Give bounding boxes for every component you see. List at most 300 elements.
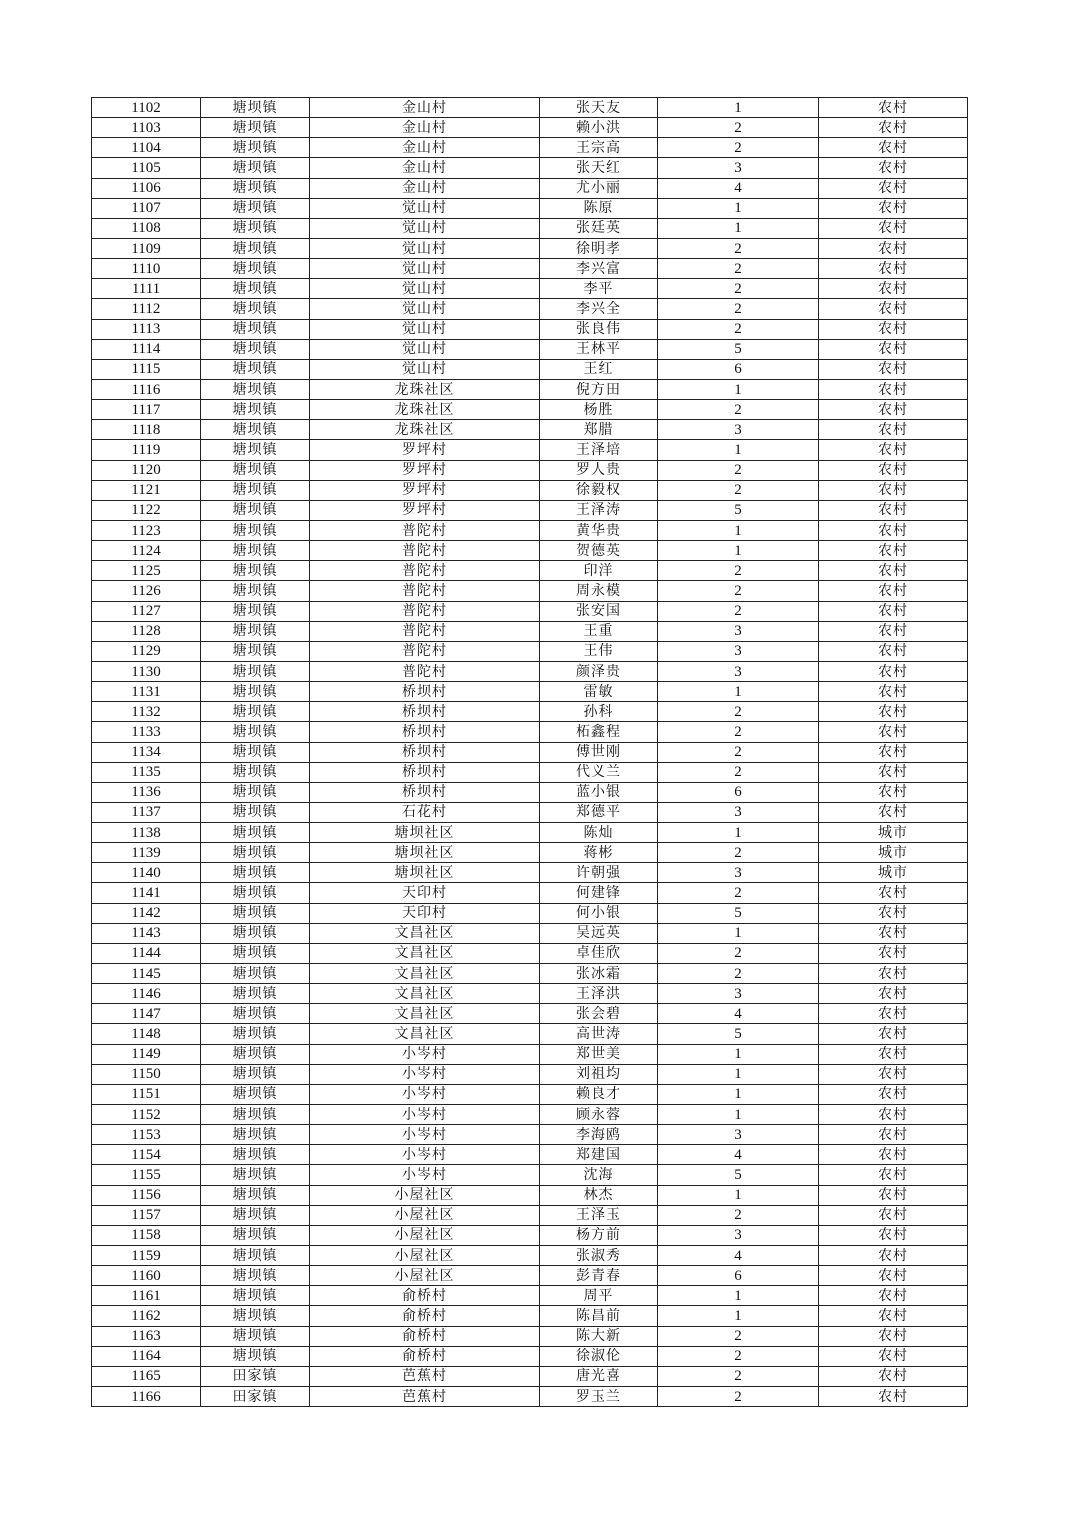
village-cell: 小屋社区	[310, 1225, 540, 1245]
row-number-cell: 1148	[92, 1024, 201, 1044]
town-cell: 塘坝镇	[201, 1346, 310, 1366]
type-cell: 农村	[819, 299, 968, 319]
row-number-cell: 1118	[92, 420, 201, 440]
village-cell: 塘坝社区	[310, 823, 540, 843]
type-cell: 农村	[819, 1205, 968, 1225]
town-cell: 塘坝镇	[201, 661, 310, 681]
village-cell: 桥坝村	[310, 682, 540, 702]
town-cell: 塘坝镇	[201, 98, 310, 118]
type-cell: 农村	[819, 964, 968, 984]
count-cell: 1	[658, 1064, 819, 1084]
count-cell: 2	[658, 943, 819, 963]
town-cell: 塘坝镇	[201, 722, 310, 742]
row-number-cell: 1143	[92, 923, 201, 943]
count-cell: 3	[658, 1225, 819, 1245]
name-cell: 顾永蓉	[540, 1105, 658, 1125]
name-cell: 尤小丽	[540, 178, 658, 198]
row-number-cell: 1119	[92, 440, 201, 460]
table-row	[92, 1185, 968, 1205]
count-cell: 1	[658, 98, 819, 118]
name-cell: 唐光喜	[540, 1366, 658, 1386]
name-cell: 张会碧	[540, 1004, 658, 1024]
village-cell: 文昌社区	[310, 923, 540, 943]
count-cell: 5	[658, 500, 819, 520]
type-cell: 农村	[819, 98, 968, 118]
town-cell: 塘坝镇	[201, 520, 310, 540]
count-cell: 6	[658, 782, 819, 802]
type-cell: 农村	[819, 1044, 968, 1064]
village-cell: 金山村	[310, 98, 540, 118]
table-row	[92, 762, 968, 782]
village-cell: 小岑村	[310, 1105, 540, 1125]
town-cell: 田家镇	[201, 1387, 310, 1407]
name-cell: 张冰霜	[540, 964, 658, 984]
type-cell: 农村	[819, 520, 968, 540]
row-number-cell: 1128	[92, 621, 201, 641]
table-row	[92, 561, 968, 581]
name-cell: 何建锋	[540, 883, 658, 903]
count-cell: 1	[658, 218, 819, 238]
table-row	[92, 1266, 968, 1286]
type-cell: 农村	[819, 762, 968, 782]
name-cell: 张良伟	[540, 319, 658, 339]
count-cell: 2	[658, 319, 819, 339]
count-cell: 2	[658, 843, 819, 863]
name-cell: 李兴全	[540, 299, 658, 319]
table-row	[92, 802, 968, 822]
count-cell: 3	[658, 158, 819, 178]
row-number-cell: 1113	[92, 319, 201, 339]
name-cell: 蒋彬	[540, 843, 658, 863]
village-cell: 觉山村	[310, 238, 540, 258]
row-number-cell: 1151	[92, 1084, 201, 1104]
name-cell: 傅世刚	[540, 742, 658, 762]
table-row	[92, 903, 968, 923]
town-cell: 塘坝镇	[201, 903, 310, 923]
name-cell: 代义兰	[540, 762, 658, 782]
table-row	[92, 400, 968, 420]
count-cell: 3	[658, 984, 819, 1004]
type-cell: 农村	[819, 581, 968, 601]
count-cell: 2	[658, 702, 819, 722]
table-row	[92, 238, 968, 258]
village-cell: 觉山村	[310, 259, 540, 279]
town-cell: 塘坝镇	[201, 1105, 310, 1125]
type-cell: 农村	[819, 1105, 968, 1125]
row-number-cell: 1106	[92, 178, 201, 198]
table-row	[92, 1286, 968, 1306]
count-cell: 1	[658, 923, 819, 943]
table-row	[92, 1326, 968, 1346]
name-cell: 郑德平	[540, 802, 658, 822]
village-cell: 罗坪村	[310, 500, 540, 520]
count-cell: 5	[658, 1024, 819, 1044]
name-cell: 王重	[540, 621, 658, 641]
type-cell: 农村	[819, 1225, 968, 1245]
type-cell: 农村	[819, 500, 968, 520]
village-cell: 龙珠社区	[310, 400, 540, 420]
town-cell: 塘坝镇	[201, 299, 310, 319]
table-row	[92, 1105, 968, 1125]
count-cell: 2	[658, 1205, 819, 1225]
count-cell: 2	[658, 1366, 819, 1386]
village-cell: 觉山村	[310, 279, 540, 299]
row-number-cell: 1146	[92, 984, 201, 1004]
row-number-cell: 1149	[92, 1044, 201, 1064]
town-cell: 塘坝镇	[201, 480, 310, 500]
town-cell: 塘坝镇	[201, 1286, 310, 1306]
table-row	[92, 1366, 968, 1386]
type-cell: 农村	[819, 118, 968, 138]
table-row	[92, 722, 968, 742]
village-cell: 觉山村	[310, 339, 540, 359]
town-cell: 塘坝镇	[201, 1165, 310, 1185]
name-cell: 彭青春	[540, 1266, 658, 1286]
village-cell: 桥坝村	[310, 742, 540, 762]
town-cell: 塘坝镇	[201, 621, 310, 641]
name-cell: 王宗高	[540, 138, 658, 158]
village-cell: 觉山村	[310, 218, 540, 238]
name-cell: 颜泽贵	[540, 661, 658, 681]
town-cell: 塘坝镇	[201, 279, 310, 299]
village-cell: 俞桥村	[310, 1286, 540, 1306]
row-number-cell: 1110	[92, 259, 201, 279]
name-cell: 蓝小银	[540, 782, 658, 802]
name-cell: 徐明孝	[540, 238, 658, 258]
name-cell: 张淑秀	[540, 1246, 658, 1266]
count-cell: 5	[658, 903, 819, 923]
type-cell: 农村	[819, 621, 968, 641]
village-cell: 小屋社区	[310, 1246, 540, 1266]
row-number-cell: 1141	[92, 883, 201, 903]
row-number-cell: 1160	[92, 1266, 201, 1286]
name-cell: 王泽玉	[540, 1205, 658, 1225]
table-row	[92, 460, 968, 480]
name-cell: 陈灿	[540, 823, 658, 843]
type-cell: 城市	[819, 823, 968, 843]
table-row	[92, 1064, 968, 1084]
row-number-cell: 1155	[92, 1165, 201, 1185]
village-cell: 普陀村	[310, 520, 540, 540]
village-cell: 文昌社区	[310, 964, 540, 984]
name-cell: 林杰	[540, 1185, 658, 1205]
town-cell: 塘坝镇	[201, 1306, 310, 1326]
village-cell: 俞桥村	[310, 1346, 540, 1366]
type-cell: 农村	[819, 279, 968, 299]
row-number-cell: 1120	[92, 460, 201, 480]
table-row	[92, 198, 968, 218]
name-cell: 王林平	[540, 339, 658, 359]
village-cell: 罗坪村	[310, 480, 540, 500]
row-number-cell: 1145	[92, 964, 201, 984]
name-cell: 张天友	[540, 98, 658, 118]
row-number-cell: 1165	[92, 1366, 201, 1386]
row-number-cell: 1130	[92, 661, 201, 681]
town-cell: 塘坝镇	[201, 500, 310, 520]
type-cell: 农村	[819, 1266, 968, 1286]
name-cell: 周平	[540, 1286, 658, 1306]
type-cell: 农村	[819, 420, 968, 440]
village-cell: 小岑村	[310, 1044, 540, 1064]
table-row	[92, 440, 968, 460]
type-cell: 农村	[819, 1145, 968, 1165]
village-cell: 俞桥村	[310, 1306, 540, 1326]
count-cell: 4	[658, 1145, 819, 1165]
village-cell: 龙珠社区	[310, 420, 540, 440]
row-number-cell: 1129	[92, 641, 201, 661]
table-row	[92, 1246, 968, 1266]
village-cell: 文昌社区	[310, 1024, 540, 1044]
table-row	[92, 319, 968, 339]
town-cell: 塘坝镇	[201, 379, 310, 399]
type-cell: 农村	[819, 943, 968, 963]
row-number-cell: 1125	[92, 561, 201, 581]
table-row	[92, 480, 968, 500]
table-row	[92, 601, 968, 621]
name-cell: 郑世美	[540, 1044, 658, 1064]
count-cell: 2	[658, 742, 819, 762]
count-cell: 3	[658, 661, 819, 681]
name-cell: 贺德英	[540, 541, 658, 561]
town-cell: 塘坝镇	[201, 359, 310, 379]
name-cell: 赖良才	[540, 1084, 658, 1104]
type-cell: 农村	[819, 782, 968, 802]
count-cell: 2	[658, 400, 819, 420]
village-cell: 塘坝社区	[310, 843, 540, 863]
type-cell: 农村	[819, 1125, 968, 1145]
count-cell: 3	[658, 420, 819, 440]
row-number-cell: 1111	[92, 279, 201, 299]
type-cell: 农村	[819, 661, 968, 681]
row-number-cell: 1152	[92, 1105, 201, 1125]
row-number-cell: 1166	[92, 1387, 201, 1407]
row-number-cell: 1102	[92, 98, 201, 118]
type-cell: 农村	[819, 1326, 968, 1346]
type-cell: 农村	[819, 641, 968, 661]
type-cell: 农村	[819, 883, 968, 903]
name-cell: 郑建国	[540, 1145, 658, 1165]
table-row	[92, 863, 968, 883]
table-row	[92, 1205, 968, 1225]
type-cell: 农村	[819, 400, 968, 420]
count-cell: 2	[658, 883, 819, 903]
count-cell: 1	[658, 440, 819, 460]
count-cell: 6	[658, 359, 819, 379]
type-cell: 农村	[819, 319, 968, 339]
name-cell: 徐毅权	[540, 480, 658, 500]
town-cell: 塘坝镇	[201, 541, 310, 561]
table-row	[92, 1145, 968, 1165]
name-cell: 杨胜	[540, 400, 658, 420]
type-cell: 农村	[819, 802, 968, 822]
table-row	[92, 178, 968, 198]
row-number-cell: 1159	[92, 1246, 201, 1266]
table-row	[92, 984, 968, 1004]
count-cell: 1	[658, 1185, 819, 1205]
village-cell: 金山村	[310, 138, 540, 158]
name-cell: 倪方田	[540, 379, 658, 399]
row-number-cell: 1126	[92, 581, 201, 601]
table-row	[92, 359, 968, 379]
count-cell: 2	[658, 138, 819, 158]
table-row	[92, 923, 968, 943]
table-row	[92, 420, 968, 440]
name-cell: 郑腊	[540, 420, 658, 440]
count-cell: 3	[658, 863, 819, 883]
count-cell: 2	[658, 480, 819, 500]
name-cell: 王红	[540, 359, 658, 379]
village-cell: 金山村	[310, 178, 540, 198]
type-cell: 农村	[819, 742, 968, 762]
count-cell: 2	[658, 561, 819, 581]
count-cell: 2	[658, 259, 819, 279]
row-number-cell: 1163	[92, 1326, 201, 1346]
village-cell: 普陀村	[310, 621, 540, 641]
row-number-cell: 1140	[92, 863, 201, 883]
count-cell: 2	[658, 1346, 819, 1366]
village-cell: 罗坪村	[310, 460, 540, 480]
type-cell: 农村	[819, 138, 968, 158]
town-cell: 塘坝镇	[201, 238, 310, 258]
name-cell: 赖小洪	[540, 118, 658, 138]
village-cell: 芭蕉村	[310, 1387, 540, 1407]
type-cell: 农村	[819, 178, 968, 198]
town-cell: 塘坝镇	[201, 1185, 310, 1205]
count-cell: 2	[658, 581, 819, 601]
table-row	[92, 843, 968, 863]
count-cell: 4	[658, 1004, 819, 1024]
table-row	[92, 500, 968, 520]
town-cell: 塘坝镇	[201, 883, 310, 903]
row-number-cell: 1112	[92, 299, 201, 319]
count-cell: 1	[658, 198, 819, 218]
town-cell: 塘坝镇	[201, 1125, 310, 1145]
town-cell: 塘坝镇	[201, 1004, 310, 1024]
village-cell: 天印村	[310, 883, 540, 903]
row-number-cell: 1150	[92, 1064, 201, 1084]
name-cell: 张天红	[540, 158, 658, 178]
type-cell: 农村	[819, 1064, 968, 1084]
name-cell: 陈大新	[540, 1326, 658, 1346]
town-cell: 塘坝镇	[201, 440, 310, 460]
village-cell: 觉山村	[310, 198, 540, 218]
row-number-cell: 1109	[92, 238, 201, 258]
type-cell: 农村	[819, 198, 968, 218]
row-number-cell: 1153	[92, 1125, 201, 1145]
type-cell: 农村	[819, 480, 968, 500]
row-number-cell: 1105	[92, 158, 201, 178]
table-row	[92, 98, 968, 118]
table-row	[92, 1125, 968, 1145]
village-cell: 桥坝村	[310, 702, 540, 722]
name-cell: 李海鸥	[540, 1125, 658, 1145]
table-row	[92, 541, 968, 561]
village-cell: 小屋社区	[310, 1266, 540, 1286]
table-row	[92, 138, 968, 158]
village-cell: 觉山村	[310, 319, 540, 339]
count-cell: 4	[658, 178, 819, 198]
table-row	[92, 520, 968, 540]
town-cell: 塘坝镇	[201, 118, 310, 138]
name-cell: 王泽涛	[540, 500, 658, 520]
count-cell: 2	[658, 118, 819, 138]
name-cell: 李平	[540, 279, 658, 299]
name-cell: 许朝强	[540, 863, 658, 883]
type-cell: 城市	[819, 863, 968, 883]
town-cell: 塘坝镇	[201, 843, 310, 863]
type-cell: 农村	[819, 339, 968, 359]
town-cell: 塘坝镇	[201, 1145, 310, 1165]
town-cell: 塘坝镇	[201, 782, 310, 802]
count-cell: 3	[658, 1125, 819, 1145]
row-number-cell: 1121	[92, 480, 201, 500]
town-cell: 塘坝镇	[201, 1246, 310, 1266]
row-number-cell: 1124	[92, 541, 201, 561]
town-cell: 塘坝镇	[201, 259, 310, 279]
count-cell: 1	[658, 1044, 819, 1064]
type-cell: 农村	[819, 561, 968, 581]
type-cell: 农村	[819, 1185, 968, 1205]
town-cell: 塘坝镇	[201, 762, 310, 782]
table-row	[92, 339, 968, 359]
type-cell: 农村	[819, 1366, 968, 1386]
type-cell: 农村	[819, 259, 968, 279]
village-cell: 桥坝村	[310, 722, 540, 742]
village-cell: 桥坝村	[310, 782, 540, 802]
town-cell: 塘坝镇	[201, 339, 310, 359]
name-cell: 刘祖均	[540, 1064, 658, 1084]
town-cell: 塘坝镇	[201, 319, 310, 339]
town-cell: 塘坝镇	[201, 984, 310, 1004]
name-cell: 陈原	[540, 198, 658, 218]
count-cell: 1	[658, 541, 819, 561]
type-cell: 农村	[819, 903, 968, 923]
row-number-cell: 1122	[92, 500, 201, 520]
type-cell: 城市	[819, 843, 968, 863]
village-cell: 普陀村	[310, 581, 540, 601]
table-row	[92, 782, 968, 802]
type-cell: 农村	[819, 722, 968, 742]
town-cell: 塘坝镇	[201, 1225, 310, 1245]
row-number-cell: 1135	[92, 762, 201, 782]
type-cell: 农村	[819, 359, 968, 379]
village-cell: 文昌社区	[310, 943, 540, 963]
type-cell: 农村	[819, 379, 968, 399]
row-number-cell: 1139	[92, 843, 201, 863]
name-cell: 王泽洪	[540, 984, 658, 1004]
town-cell: 塘坝镇	[201, 742, 310, 762]
town-cell: 塘坝镇	[201, 198, 310, 218]
row-number-cell: 1156	[92, 1185, 201, 1205]
village-cell: 小岑村	[310, 1064, 540, 1084]
row-number-cell: 1137	[92, 802, 201, 822]
name-cell: 柘鑫程	[540, 722, 658, 742]
type-cell: 农村	[819, 1286, 968, 1306]
type-cell: 农村	[819, 702, 968, 722]
row-number-cell: 1136	[92, 782, 201, 802]
name-cell: 张廷英	[540, 218, 658, 238]
count-cell: 3	[658, 802, 819, 822]
name-cell: 黄华贵	[540, 520, 658, 540]
town-cell: 塘坝镇	[201, 400, 310, 420]
count-cell: 2	[658, 460, 819, 480]
table-row	[92, 1165, 968, 1185]
count-cell: 2	[658, 299, 819, 319]
count-cell: 1	[658, 1286, 819, 1306]
town-cell: 塘坝镇	[201, 863, 310, 883]
village-cell: 芭蕉村	[310, 1366, 540, 1386]
town-cell: 塘坝镇	[201, 943, 310, 963]
